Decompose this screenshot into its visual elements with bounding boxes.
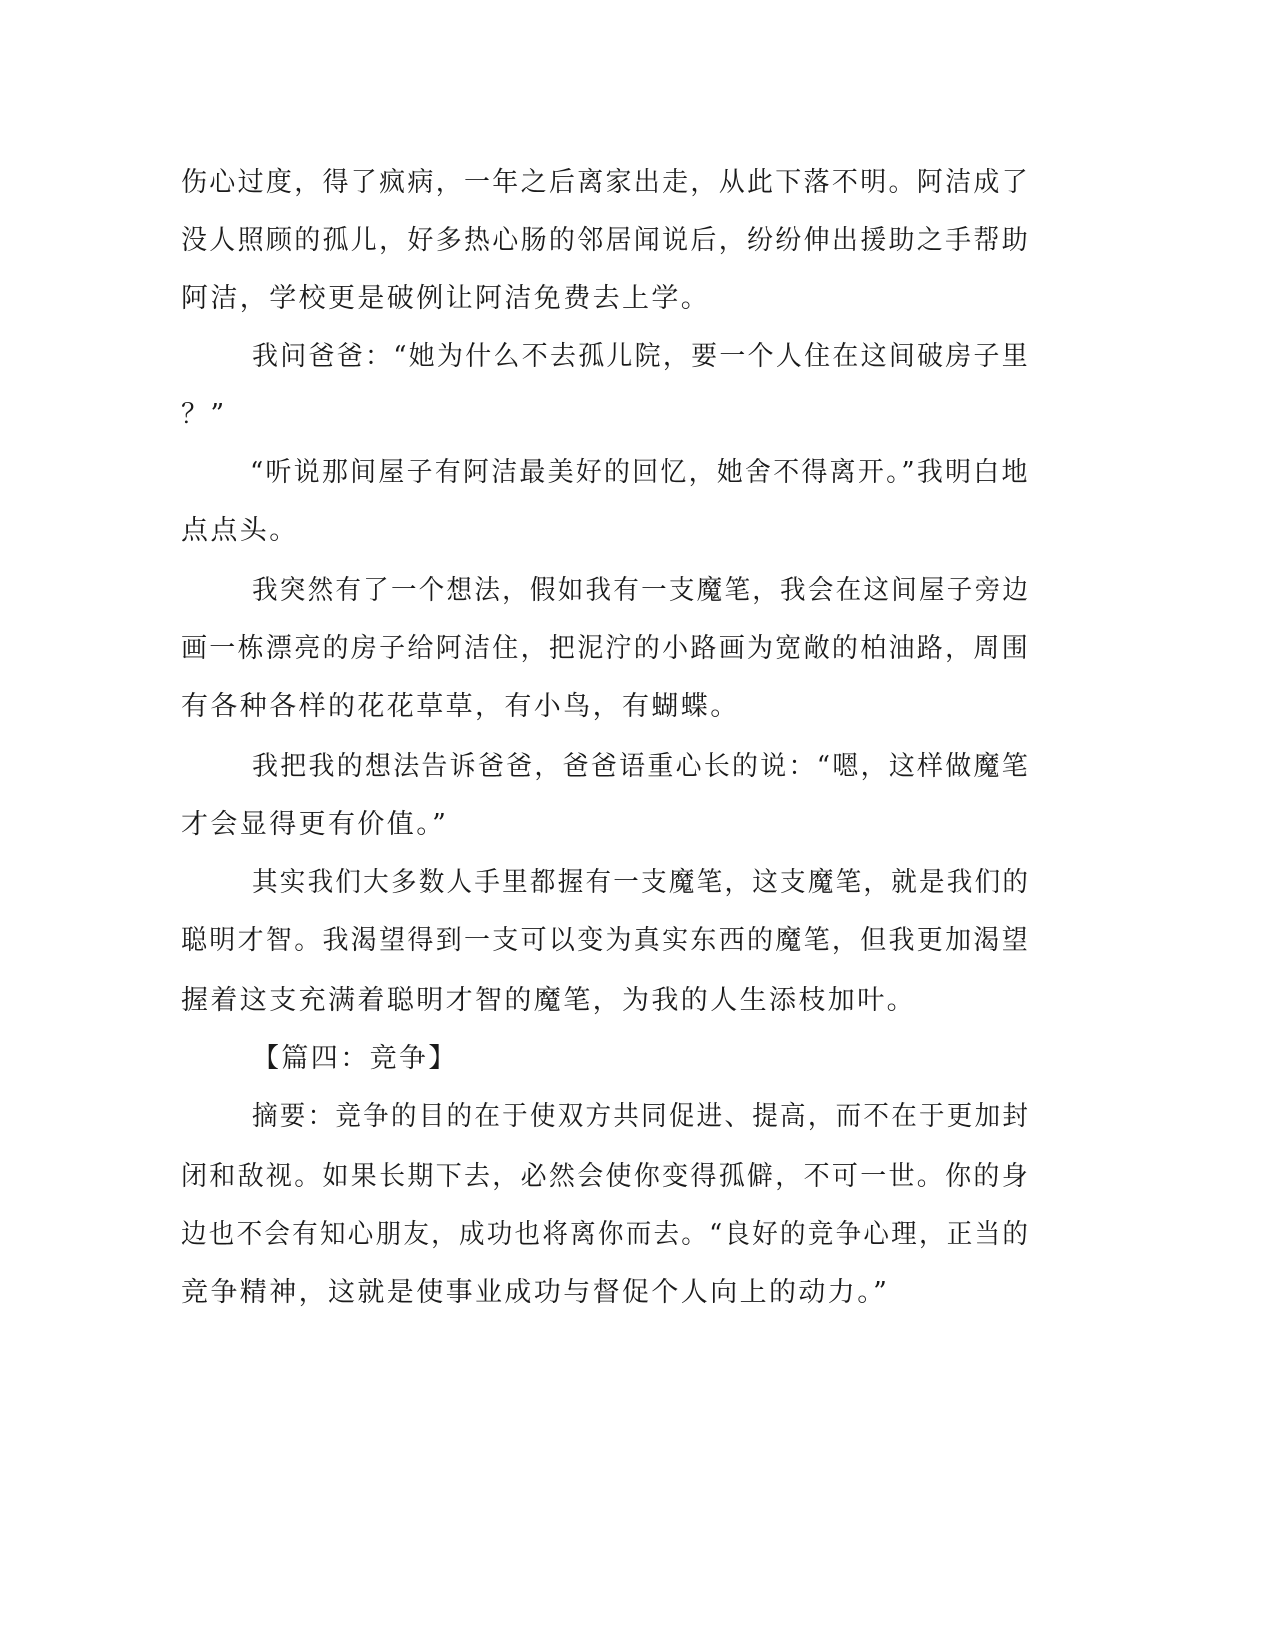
paragraph-line: 闭和敌视。如果长期下去，必然会使你变得孤僻，不可一世。你的身 [181, 1161, 1031, 1192]
paragraph-line: 画一栋漂亮的房子给阿洁住，把泥泞的小路画为宽敞的柏油路，周围 [181, 633, 1031, 664]
paragraph-line: 没人照顾的孤儿，好多热心肠的邻居闻说后，纷纷伸出援助之手帮助 [181, 225, 1031, 256]
paragraph-line: 我把我的想法告诉爸爸，爸爸语重心长的说：“嗯，这样做魔笔 [252, 751, 1031, 782]
paragraph-line: “听说那间屋子有阿洁最美好的回忆，她舍不得离开。”我明白地 [250, 457, 1030, 488]
paragraph-line: 握着这支充满着聪明才智的魔笔，为我的人生添枝加叶。 [181, 985, 916, 1016]
section-heading: 【篇四：竞争】 [252, 1043, 458, 1074]
paragraph-line: 聪明才智。我渴望得到一支可以变为真实东西的魔笔，但我更加渴望 [181, 925, 1031, 956]
paragraph-line: 竞争精神，这就是使事业成功与督促个人向上的动力。” [181, 1277, 890, 1308]
paragraph-line: 阿洁，学校更是破例让阿洁免费去上学。 [181, 283, 711, 314]
paragraph-line: 摘要：竞争的目的在于使双方共同促进、提高，而不在于更加封 [252, 1101, 1031, 1132]
paragraph-line: 我问爸爸：“她为什么不去孤儿院，要一个人住在这间破房子里 [252, 341, 1031, 372]
paragraph-line: 我突然有了一个想法，假如我有一支魔笔，我会在这间屋子旁边 [252, 575, 1031, 606]
paragraph-line: 伤心过度，得了疯病，一年之后离家出走，从此下落不明。阿洁成了 [181, 167, 1031, 198]
paragraph-line: 才会显得更有价值。” [181, 809, 449, 840]
paragraph-line: 边也不会有知心朋友，成功也将离你而去。“良好的竞争心理，正当的 [181, 1219, 1031, 1250]
paragraph-line: 点点头。 [181, 515, 299, 546]
paragraph-line: 有各种各样的花花草草，有小鸟，有蝴蝶。 [181, 691, 740, 722]
paragraph-line: ？” [181, 399, 227, 430]
paragraph-line: 其实我们大多数人手里都握有一支魔笔，这支魔笔，就是我们的 [252, 867, 1031, 898]
